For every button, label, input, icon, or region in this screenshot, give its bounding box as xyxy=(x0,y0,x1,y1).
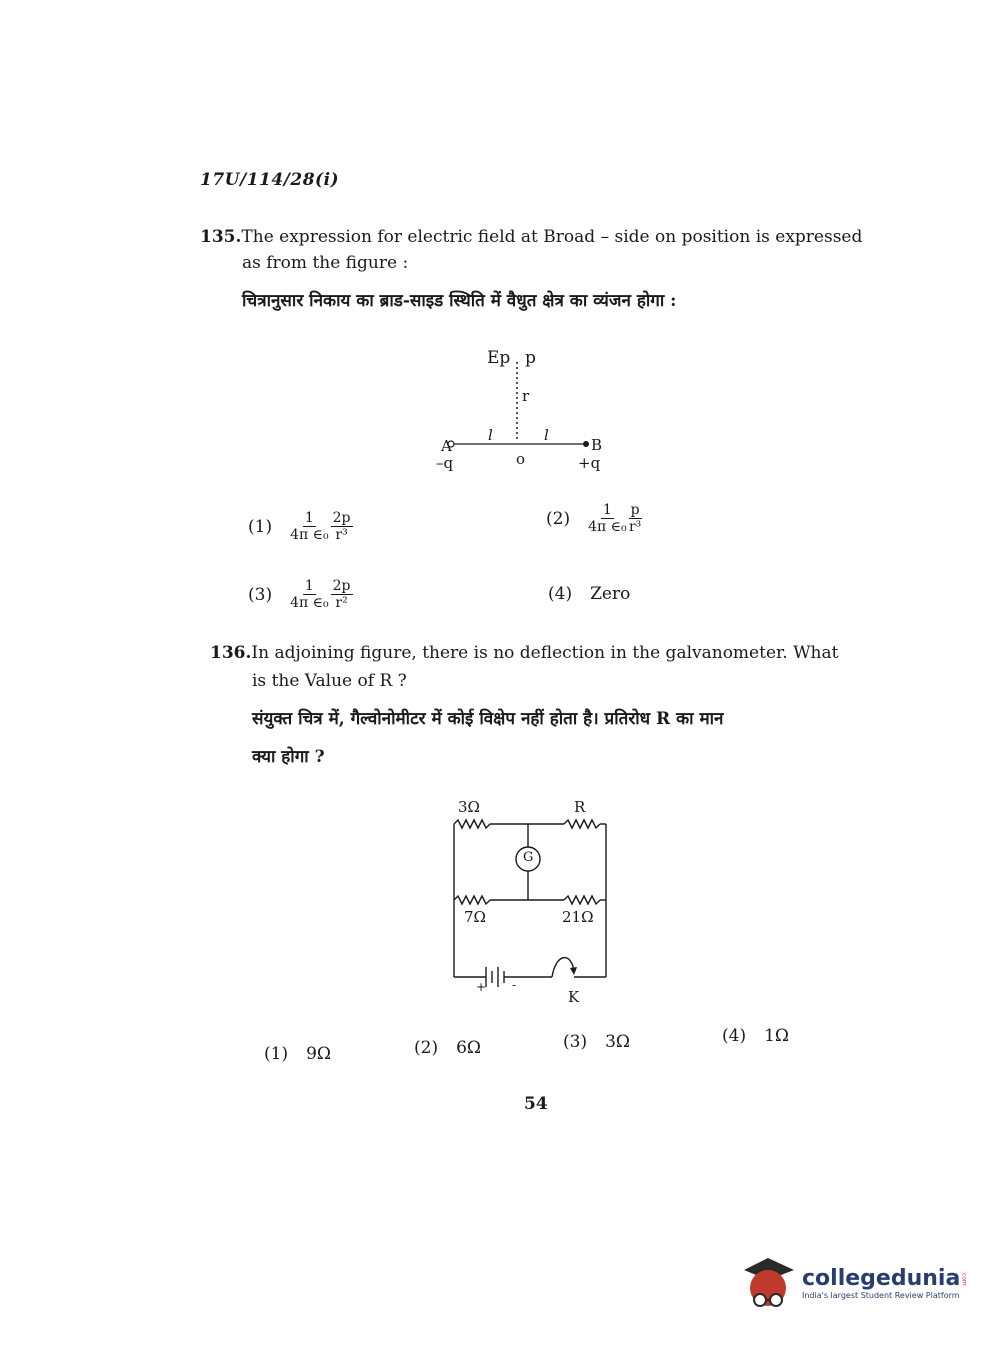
q136-hindi-line1: संयुक्त चित्र में, गैल्वोनोमीटर में कोई विक्षेप नहीं होता है। प्रतिरोध R का मान xyxy=(252,709,724,729)
frac-den: r³ xyxy=(335,527,348,543)
option-label: (4) xyxy=(548,584,573,604)
option-formula xyxy=(290,510,352,543)
label-3ohm: 3Ω xyxy=(458,798,480,816)
q136-option-4[interactable] xyxy=(722,1026,789,1046)
key-arrow-icon xyxy=(570,967,577,975)
q135-text xyxy=(200,226,862,249)
resistor-21ohm xyxy=(564,896,600,904)
option-text: 1Ω xyxy=(764,1026,790,1046)
mascot-icon xyxy=(740,1254,796,1312)
option-label: (3) xyxy=(563,1032,588,1052)
frac-num: 2p xyxy=(332,510,351,526)
dipole-figure xyxy=(430,340,620,480)
option-label: (1) xyxy=(248,516,273,537)
minus-q-label: –q xyxy=(436,454,454,472)
resistor-3ohm xyxy=(454,820,490,828)
label-21ohm: 21Ω xyxy=(562,908,594,926)
key-arc xyxy=(552,958,574,977)
q136-text xyxy=(210,642,838,665)
label-plus: + xyxy=(476,980,487,994)
q135-number: 135. xyxy=(200,227,242,247)
frac-den: 4π ∈₀ xyxy=(588,519,627,535)
option-text: Zero xyxy=(590,584,631,604)
option-label: (1) xyxy=(264,1044,289,1064)
frac-den: 4π ∈₀ xyxy=(290,595,329,611)
label-r: R xyxy=(574,798,586,816)
ep-label: Ep xyxy=(487,348,511,368)
page-number: 54 xyxy=(524,1094,548,1114)
resistor-7ohm xyxy=(454,896,490,904)
q136-option-2[interactable] xyxy=(414,1038,481,1058)
logo-text xyxy=(802,1266,967,1300)
p-point-label: p xyxy=(525,348,536,368)
frac-num: p xyxy=(630,502,640,518)
q135-option-4[interactable] xyxy=(548,584,630,604)
q135-hindi: चित्रानुसार निकाय का ब्राड-साइड स्थिति में वैधुत क्षेत्र का व्यंजन होगा : xyxy=(242,291,677,311)
collegedunia-logo xyxy=(740,1254,967,1312)
option-label: (2) xyxy=(414,1038,439,1058)
wheatstone-circuit xyxy=(440,792,630,1012)
q136-number: 136. xyxy=(210,643,252,663)
option-text: 9Ω xyxy=(306,1044,332,1064)
logo-tagline: India's largest Student Review Platform xyxy=(802,1291,960,1300)
paper-code: 17U/114/28(i) xyxy=(200,170,340,190)
frac-num: 1 xyxy=(304,578,314,594)
q136-option-1[interactable] xyxy=(264,1044,331,1064)
q135-option-3[interactable] xyxy=(248,578,353,611)
q135-english-line1: The expression for electric field at Broad – side on position is expressed xyxy=(241,227,863,247)
l-right-label: l xyxy=(544,426,549,444)
q136-english-line1: In adjoining figure, there is no deflection in the galvanometer. What xyxy=(251,643,839,663)
plus-q-label: +q xyxy=(578,454,601,472)
frac-den: r² xyxy=(335,595,348,611)
option-formula xyxy=(588,502,642,535)
q136-hindi-line2: क्या होगा ? xyxy=(252,747,325,767)
r-label: r xyxy=(522,387,530,405)
q136-english-line2: is the Value of R ? xyxy=(252,671,407,691)
frac-num: 2p xyxy=(332,578,351,594)
q135-english-line2: as from the figure : xyxy=(242,253,409,273)
option-formula xyxy=(290,578,352,611)
label-k: K xyxy=(568,988,580,1006)
frac-num: 1 xyxy=(602,502,612,518)
q135-option-2[interactable] xyxy=(546,502,642,535)
logo-com: .com xyxy=(960,1271,968,1286)
logo-name: collegedunia xyxy=(802,1266,961,1291)
resistor-r xyxy=(564,820,600,828)
label-g: G xyxy=(523,850,534,865)
option-label: (4) xyxy=(722,1026,747,1046)
o-label: o xyxy=(516,450,526,468)
q136-option-3[interactable] xyxy=(563,1032,630,1052)
frac-den: r³ xyxy=(628,519,642,535)
frac-den: 4π ∈₀ xyxy=(290,527,329,543)
b-label: B xyxy=(591,436,603,454)
l-left-label: l xyxy=(488,426,493,444)
option-label: (3) xyxy=(248,584,273,605)
charge-b-dot xyxy=(583,441,589,447)
option-label: (2) xyxy=(546,508,571,529)
label-7ohm: 7Ω xyxy=(464,908,486,926)
q135-option-1[interactable] xyxy=(248,510,353,543)
option-text: 6Ω xyxy=(456,1038,482,1058)
a-label: A xyxy=(441,437,452,455)
frac-num: 1 xyxy=(304,510,314,526)
option-text: 3Ω xyxy=(605,1032,631,1052)
circuit-figure xyxy=(440,792,630,1012)
label-minus: - xyxy=(512,978,517,992)
